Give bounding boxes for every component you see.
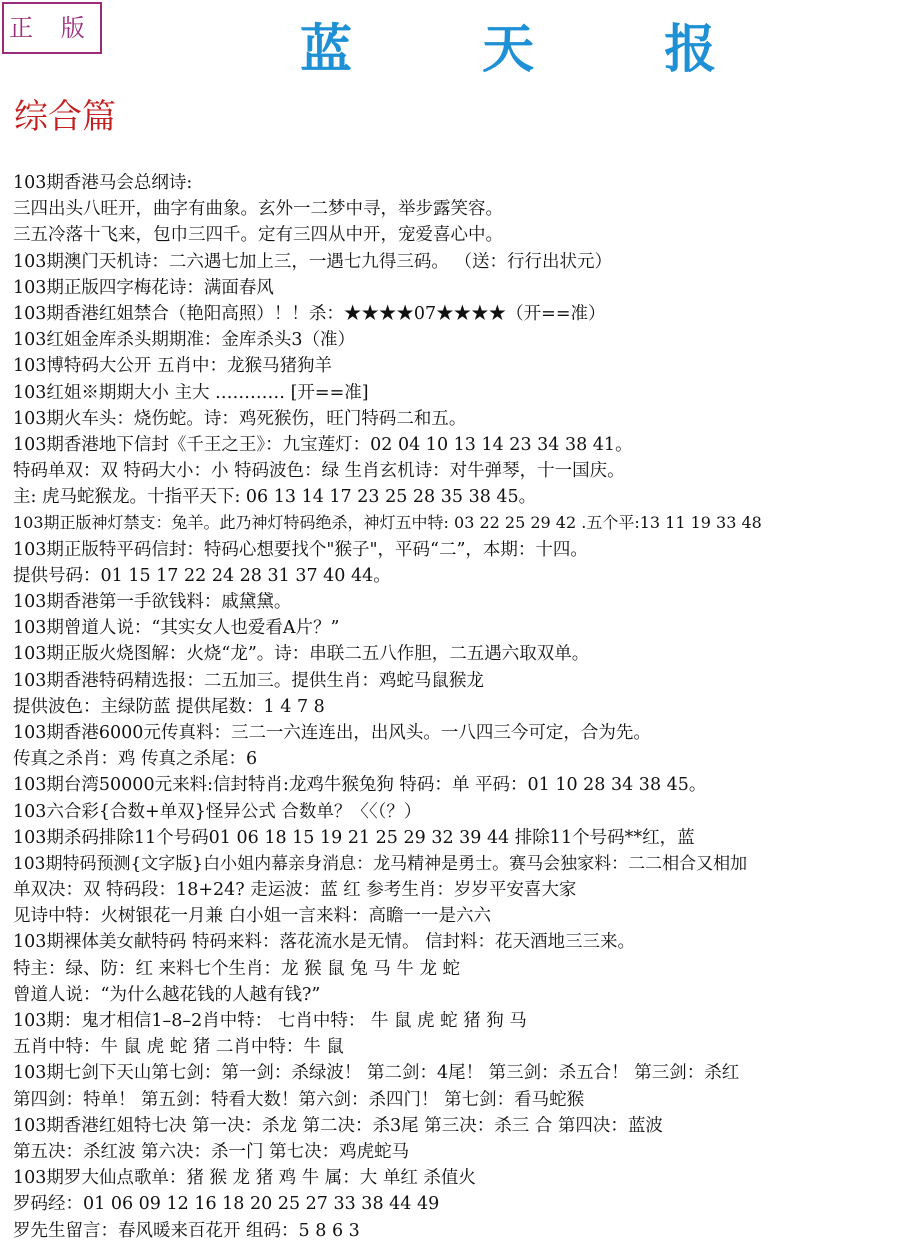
text-line: 三四出头八旺开，曲字有曲象。玄外一二梦中寻，举步露笑容。: [13, 199, 503, 220]
text-line: 103期正版火烧图解：火烧“龙”。诗：串联二五八作胆，二五遇六取双单。: [13, 644, 590, 665]
text-line: 提供号码：01 15 17 22 24 28 31 37 40 44。: [13, 565, 391, 586]
text-line: 主: 虎马蛇猴龙。十指平天下: 06 13 14 17 23 25 28 35 38 45。: [13, 487, 537, 508]
text-line: 单双决：双 特码段：18+24? 走运波：蓝 红 参考生肖：岁岁平安喜大家: [13, 880, 577, 901]
text-line: 103红姐※期期大小 主大 ………… [开==准]: [13, 382, 369, 403]
text-line: 传真之杀肖：鸡 传真之杀尾：6: [13, 749, 258, 770]
text-line: 103期香港6000元传真料：三二一六连连出，出风头。一八四三今可定，合为先。: [13, 722, 651, 743]
text-line: 五肖中特：牛 鼠 虎 蛇 猪 二肖中特：牛 鼠: [13, 1037, 344, 1058]
content-lines: [13, 170, 898, 1244]
text-line: 罗先生留言：春风暖来百花开 组码：5 8 6 3: [13, 1220, 360, 1241]
text-line: 103期香港特码精选报：二五加三。提供生肖：鸡蛇马鼠猴龙: [13, 670, 484, 691]
newspaper-title: 蓝 天 报: [300, 19, 773, 80]
text-line: 曾道人说：“为什么越花钱的人越有钱?”: [13, 984, 321, 1005]
text-line: 103期香港地下信封《千王之王》：九宝莲灯：02 04 10 13 14 23 34 38 41。: [13, 434, 633, 455]
text-line: 103期澳门天机诗：二六遇七加上三，一遇七九得三码。 （送：行行出状元）: [13, 251, 612, 272]
text-line: 第四剑：特单！ 第五剑：特看大数！第六剑：杀四门！ 第七剑：看马蛇猴: [13, 1089, 585, 1110]
text-line: 103期香港第一手欲钱料：戚黛黛。: [13, 592, 292, 612]
edition-badge: 正 版: [2, 2, 102, 54]
text-line: 特码单双：双 特码大小：小 特码波色：绿 生肖玄机诗：对牛弹琴，十一国庆。: [13, 461, 625, 482]
text-line: 103博特码大公开 五肖中：龙猴马猪狗羊: [13, 356, 332, 377]
text-line: 103期正版四字梅花诗：满面春风: [13, 277, 274, 298]
text-line: 三五冷落十飞来，包巾三四千。定有三四从中开，宠爱喜心中。: [13, 225, 503, 246]
section-heading: 综合篇: [14, 97, 116, 137]
text-line: 提供波色：主绿防蓝 提供尾数：1 4 7 8: [13, 696, 325, 717]
text-line: 103期裸体美女献特码 特码来料：落花流水是无情。 信封料：花天酒地三三来。: [13, 932, 636, 953]
text-line: 103期香港红姐特七决 第一决：杀龙 第二决：杀3尾 第三决：杀三 合 第四决：蓝波: [13, 1115, 663, 1136]
text-line: 103红姐金库杀头期期准：金库杀头3（准）: [13, 330, 356, 351]
text-line: 103期曾道人说：“其实女人也爱看A片？”: [13, 618, 340, 639]
text-line: 103期特码预测{文字版}白小姐内幕亲身消息：龙马精神是勇士。赛马会独家料：二二相合又相加: [13, 853, 748, 874]
text-line: 罗码经：01 06 09 12 16 18 20 25 27 33 38 44 49: [13, 1194, 440, 1215]
text-line: 103期台湾50000元来料:信封特肖:龙鸡牛猴兔狗 特码：单 平码：01 10 28 34 38 45。: [13, 775, 707, 796]
text-line: 第五决：杀红波 第六决：杀一门 第七决：鸡虎蛇马: [13, 1141, 410, 1162]
text-line: 103期正版神灯禁支：兔羊。此乃神灯特码绝杀，神灯五中特: 03 22 25 29 42 .五个平:13 11 19 33 48: [13, 513, 762, 533]
text-line: 见诗中特：火树银花一月兼 白小姐一言来料：高瞻一一是六六: [13, 906, 492, 927]
text-line: 103期罗大仙点歌单：猪 猴 龙 猪 鸡 牛 属：大 单红 杀值火: [13, 1168, 476, 1189]
text-line: 103期七剑下天山第七剑：第一剑：杀绿波！ 第二剑：4尾！ 第三剑：杀五合！ 第三剑：杀红: [13, 1063, 740, 1084]
text-line: 103期杀码排除11个号码01 06 18 15 19 21 25 29 32 39 44 排除11个号码**红，蓝: [13, 827, 695, 848]
text-line: 103期正版特平码信封：特码心想要找个"猴子"，平码“二”，本期：十四。: [13, 539, 588, 560]
text-line: 103六合彩{合数+单双}怪异公式 合数单？〈〈（？）: [13, 801, 422, 822]
text-line: 103期香港红姐禁合（艳阳高照）！！杀：★★★★07★★★★（开==准）: [13, 303, 606, 324]
text-line: 特主：绿、防：红 来料七个生肖：龙 猴 鼠 兔 马 牛 龙 蛇: [13, 958, 461, 979]
text-line: 103期火车头：烧伤蛇。诗：鸡死猴伤，旺门特码二和五。: [13, 408, 467, 429]
text-line: 103期香港马会总纲诗:: [13, 173, 193, 193]
text-line: 103期：鬼才相信1–8–2肖中特： 七肖中特： 牛 鼠 虎 蛇 猪 狗 马: [13, 1011, 527, 1031]
